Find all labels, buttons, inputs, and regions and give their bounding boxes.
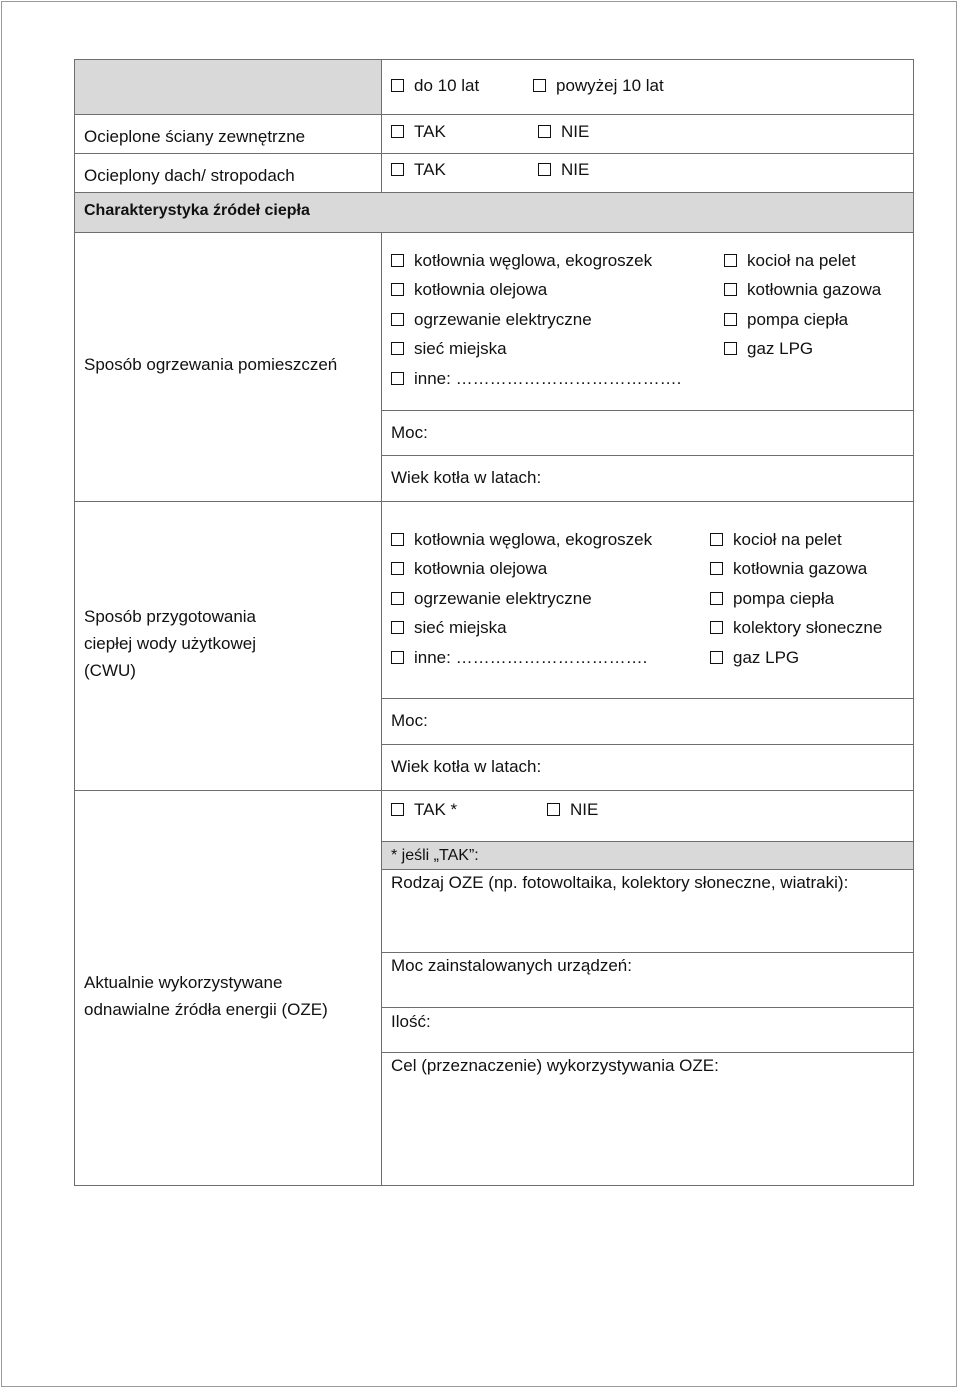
heating-age-label: Wiek kotła w latach: (391, 468, 542, 487)
checkbox-icon[interactable] (533, 79, 546, 92)
cwu-label-line1: Sposób przygotowania (84, 607, 257, 626)
section-heading: Charakterystyka źródeł ciepła (84, 202, 310, 219)
checkbox-icon[interactable] (710, 533, 723, 546)
walls-options-cell (381, 114, 914, 154)
checkbox-icon[interactable] (547, 803, 560, 816)
checkbox-icon[interactable] (391, 372, 404, 385)
oze-power-label: Moc zainstalowanych urządzeń: (391, 956, 632, 975)
checkbox-icon[interactable] (391, 651, 404, 664)
checkbox-icon[interactable] (391, 803, 404, 816)
roof-label: Ocieplony dach/ stropodach (84, 166, 295, 185)
cwu-label-line2: ciepłej wody użytkowej (84, 634, 256, 653)
cwu-power-cell[interactable] (381, 698, 914, 745)
checkbox-icon[interactable] (538, 125, 551, 138)
oze-type-label: Rodzaj OZE (np. fotowoltaika, kolektory słoneczne, wiatraki): (391, 873, 849, 892)
checkbox-icon[interactable] (710, 562, 723, 575)
oze-if-yes-label: * jeśli „TAK”: (391, 847, 479, 864)
checkbox-icon[interactable] (391, 342, 404, 355)
checkbox-icon[interactable] (391, 592, 404, 605)
oze-label-line1: Aktualnie wykorzystywane (84, 973, 283, 992)
checkbox-icon[interactable] (710, 621, 723, 634)
checkbox-icon[interactable] (391, 79, 404, 92)
heating-power-label: Moc: (391, 423, 428, 442)
checkbox-icon[interactable] (391, 254, 404, 267)
heating-power-cell[interactable] (381, 410, 914, 456)
roof-options-cell (381, 153, 914, 193)
age-label-cell (74, 59, 382, 115)
checkbox-icon[interactable] (724, 342, 737, 355)
checkbox-icon[interactable] (391, 313, 404, 326)
walls-label: Ocieplone ściany zewnętrzne (84, 127, 306, 146)
checkbox-icon[interactable] (538, 163, 551, 176)
heating-label: Sposób ogrzewania pomieszczeń (84, 355, 338, 374)
checkbox-icon[interactable] (391, 125, 404, 138)
oze-count-label: Ilość: (391, 1012, 431, 1031)
checkbox-icon[interactable] (724, 313, 737, 326)
checkbox-icon[interactable] (391, 562, 404, 575)
checkbox-icon[interactable] (724, 254, 737, 267)
checkbox-icon[interactable] (710, 592, 723, 605)
oze-label-line2: odnawialne źródła energii (OZE) (84, 1000, 328, 1019)
cwu-age-label: Wiek kotła w latach: (391, 757, 542, 776)
checkbox-icon[interactable] (391, 163, 404, 176)
checkbox-icon[interactable] (391, 533, 404, 546)
checkbox-icon[interactable] (391, 283, 404, 296)
oze-purpose-label: Cel (przeznaczenie) wykorzystywania OZE: (391, 1056, 719, 1075)
checkbox-icon[interactable] (724, 283, 737, 296)
oze-yesno-cell (381, 790, 914, 842)
checkbox-icon[interactable] (710, 651, 723, 664)
oze-count-cell[interactable] (381, 1007, 914, 1053)
cwu-label-line3: (CWU) (84, 661, 136, 680)
cwu-power-label: Moc: (391, 711, 428, 730)
checkbox-icon[interactable] (391, 621, 404, 634)
